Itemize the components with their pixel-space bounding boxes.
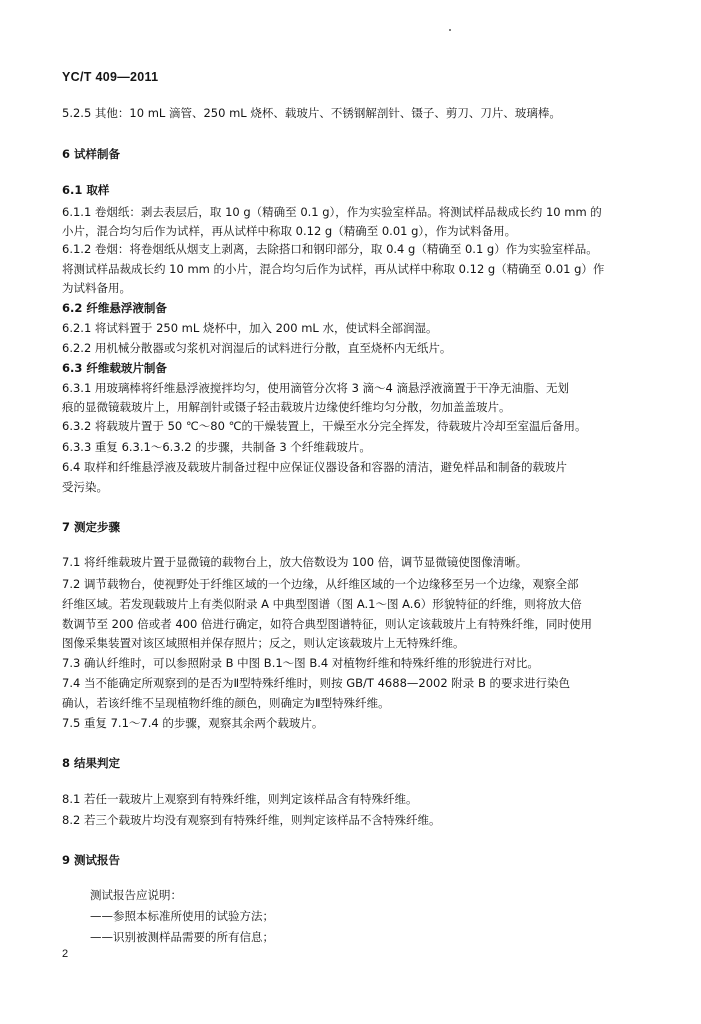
- section-6-heading: 6 试样制备: [62, 147, 121, 161]
- clause-5-2-5: 5.2.5 其他：10 mL 滴管、250 mL 烧杯、载玻片、不锈钢解剖针、镊子、剪刀、刀片、玻璃棒。: [62, 106, 561, 120]
- subsection-6-1-heading: 6.1 取样: [62, 183, 110, 197]
- clause-6-3-1-line-1: 6.3.1 用玻璃棒将纤维悬浮液搅拌均匀，使用滴管分次将 3 滴～4 滴悬浮液滴置于干净无油脂、无划: [62, 381, 570, 395]
- clause-8-1: 8.1 若任一载玻片上观察到有特殊纤维，则判定该样品含有特殊纤维。: [62, 792, 418, 806]
- clause-6-2-2: 6.2.2 用机械分散器或匀浆机对润湿后的试料进行分散，直至烧杯内无纸片。: [62, 341, 452, 355]
- section-8-heading: 8 结果判定: [62, 756, 121, 770]
- clause-7-4-line-1: 7.4 当不能确定所观察到的是否为Ⅱ型特殊纤维时，则按 GB/T 4688—2002 附录 B 的要求进行染色: [62, 676, 571, 690]
- subsection-6-2-heading: 6.2 纤维悬浮液制备: [62, 301, 167, 315]
- clause-6-1-2-line-2: 将测试样品裁成长约 10 mm 的小片，混合均匀后作为试样，再从试样中称取 0.12 g（精确至 0.01 g）作: [62, 262, 605, 276]
- clause-7-2-line-1: 7.2 调节载物台，使视野处于纤维区域的一个边缘，从纤维区域的一个边缘移至另一个边缘，观察全部: [62, 577, 579, 591]
- scan-speck: [449, 29, 451, 31]
- report-item-sample-info: ——识别被测样品需要的所有信息；: [90, 930, 274, 944]
- report-item-test-method: ——参照本标准所使用的试验方法；: [90, 909, 274, 923]
- section-9-heading: 9 测试报告: [62, 853, 121, 867]
- page-number: 2: [62, 948, 69, 960]
- clause-7-2-line-3: 数调节至 200 倍或者 400 倍进行确定，如符合典型图谱特征，则认定该载玻片上有特殊纤维，同时使用: [62, 617, 593, 631]
- subsection-6-3-heading: 6.3 纤维载玻片制备: [62, 361, 167, 375]
- clause-7-2-line-4: 图像采集装置对该区域照相并保存照片；反之，则认定该载玻片上无特殊纤维。: [62, 636, 465, 650]
- clause-7-2-line-2: 纤维区域。若发现载玻片上有类似附录 A 中典型图谱（图 A.1～图 A.6）形貌特征的纤维，则将放大倍: [62, 597, 582, 611]
- clause-6-4-line-1: 6.4 取样和纤维悬浮液及载玻片制备过程中应保证仪器设备和容器的清洁，避免样品和制备的载玻片: [62, 460, 567, 474]
- clause-6-4-line-2: 受污染。: [62, 480, 108, 494]
- section-7-heading: 7 测定步骤: [62, 520, 121, 534]
- report-intro: 测试报告应说明：: [90, 888, 182, 902]
- clause-6-1-2-line-3: 为试料备用。: [62, 281, 131, 295]
- clause-6-1-1-line-1: 6.1.1 卷烟纸：剥去表层后，取 10 g（精确至 0.1 g），作为实验室样品。将测试样品裁成长约 10 mm 的: [62, 205, 602, 219]
- clause-6-1-2-line-1: 6.1.2 卷烟：将卷烟纸从烟支上剥离，去除搭口和钢印部分，取 0.4 g（精确至 0.1 g）作为实验室样品。: [62, 242, 598, 256]
- clause-7-3: 7.3 确认纤维时，可以参照附录 B 中图 B.1～图 B.4 对植物纤维和特殊纤维的形貌进行对比。: [62, 656, 539, 670]
- clause-6-3-3: 6.3.3 重复 6.3.1～6.3.2 的步骤，共制备 3 个纤维载玻片。: [62, 440, 371, 454]
- clause-6-3-2: 6.3.2 将载玻片置于 50 ℃～80 ℃的干燥装置上，干燥至水分完全挥发，待载玻片冷却至室温后备用。: [62, 419, 587, 433]
- clause-7-4-line-2: 确认，若该纤维不呈现植物纤维的颜色，则确定为Ⅱ型特殊纤维。: [62, 696, 390, 710]
- clause-6-1-1-line-2: 小片，混合均匀后作为试样，再从试样中称取 0.12 g（精确至 0.01 g），作为试料备用。: [62, 224, 517, 238]
- clause-6-2-1: 6.2.1 将试料置于 250 mL 烧杯中，加入 200 mL 水，使试料全部润湿。: [62, 321, 438, 335]
- clause-7-5: 7.5 重复 7.1～7.4 的步骤，观察其余两个载玻片。: [62, 716, 324, 730]
- clause-8-2: 8.2 若三个载玻片均没有观察到有特殊纤维，则判定该样品不含特殊纤维。: [62, 813, 441, 827]
- standard-code-header: YC/T 409—2011: [62, 70, 159, 84]
- clause-7-1: 7.1 将纤维载玻片置于显微镜的载物台上，放大倍数设为 100 倍，调节显微镜使图像清晰。: [62, 555, 528, 569]
- clause-6-3-1-line-2: 痕的显微镜载玻片上，用解剖针或镊子轻击载玻片边缘使纤维均匀分散，勿加盖盖玻片。: [62, 400, 511, 414]
